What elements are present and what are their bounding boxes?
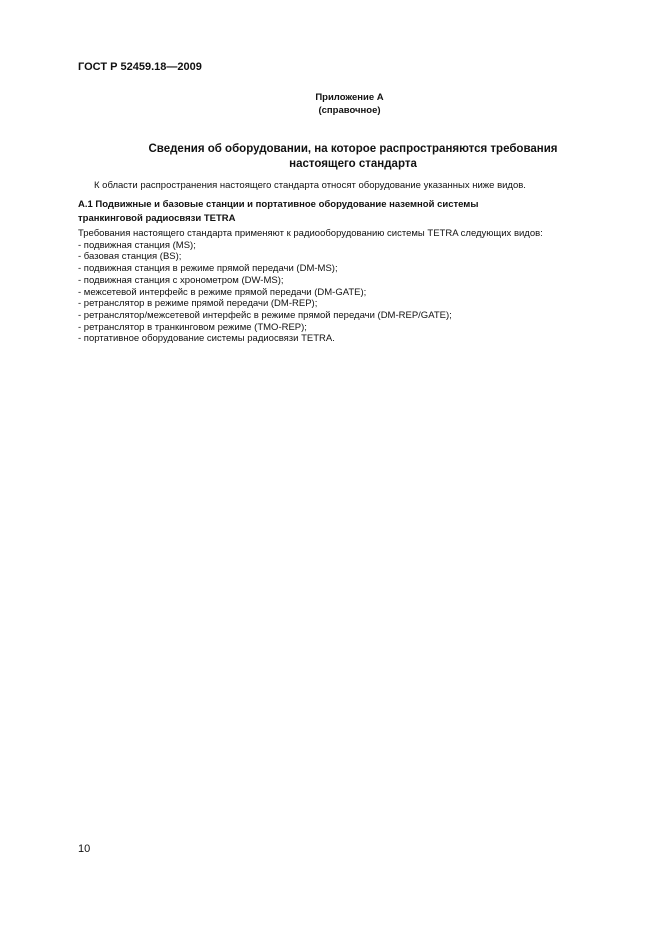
title-line: настоящего стандарта	[289, 158, 417, 170]
list-item: - межсетевой интерфейс в режиме прямой передачи (DM-GATE);	[78, 286, 367, 298]
list-item: - подвижная станция в режиме прямой передачи (DM-MS);	[78, 263, 338, 275]
appendix-title: Приложение А	[315, 92, 384, 103]
list-item: - ретранслятор в транкинговом режиме (TMO-REP);	[78, 321, 307, 333]
title-line: Сведения об оборудовании, на которое распространяются требования	[148, 143, 558, 155]
list-item: - ретранслятор/межсетевой интерфейс в режиме прямой передачи (DM-REP/GATE);	[78, 309, 452, 321]
intro-paragraph: К области распространения настоящего стандарта относят оборудование указанных ниже видов.	[94, 180, 526, 191]
list-item: - портативное оборудование системы радиосвязи TETRA.	[78, 333, 335, 345]
list-item: - подвижная станция с хронометром (DW-MS);	[78, 274, 284, 286]
lead-paragraph: Требования настоящего стандарта применяют к радиооборудованию системы TETRA следующих видов:	[78, 228, 543, 239]
standard-number: ГОСТ Р 52459.18—2009	[78, 61, 202, 73]
appendix-label	[0, 91, 661, 117]
page-title	[78, 142, 618, 172]
heading-line: А.1 Подвижные и базовые станции и портативное оборудование наземной системы	[78, 199, 479, 210]
section-heading	[78, 198, 478, 226]
list-item: - ретранслятор в режиме прямой передачи (DM-REP);	[78, 298, 318, 310]
page-number: 10	[78, 843, 91, 855]
list-item: - подвижная станция (MS);	[78, 239, 196, 251]
section-body	[78, 228, 543, 345]
heading-line: транкинговой радиосвязи TETRA	[78, 213, 236, 224]
appendix-type: (справочное)	[318, 105, 381, 116]
list-item: - базовая станция (BS);	[78, 251, 182, 263]
